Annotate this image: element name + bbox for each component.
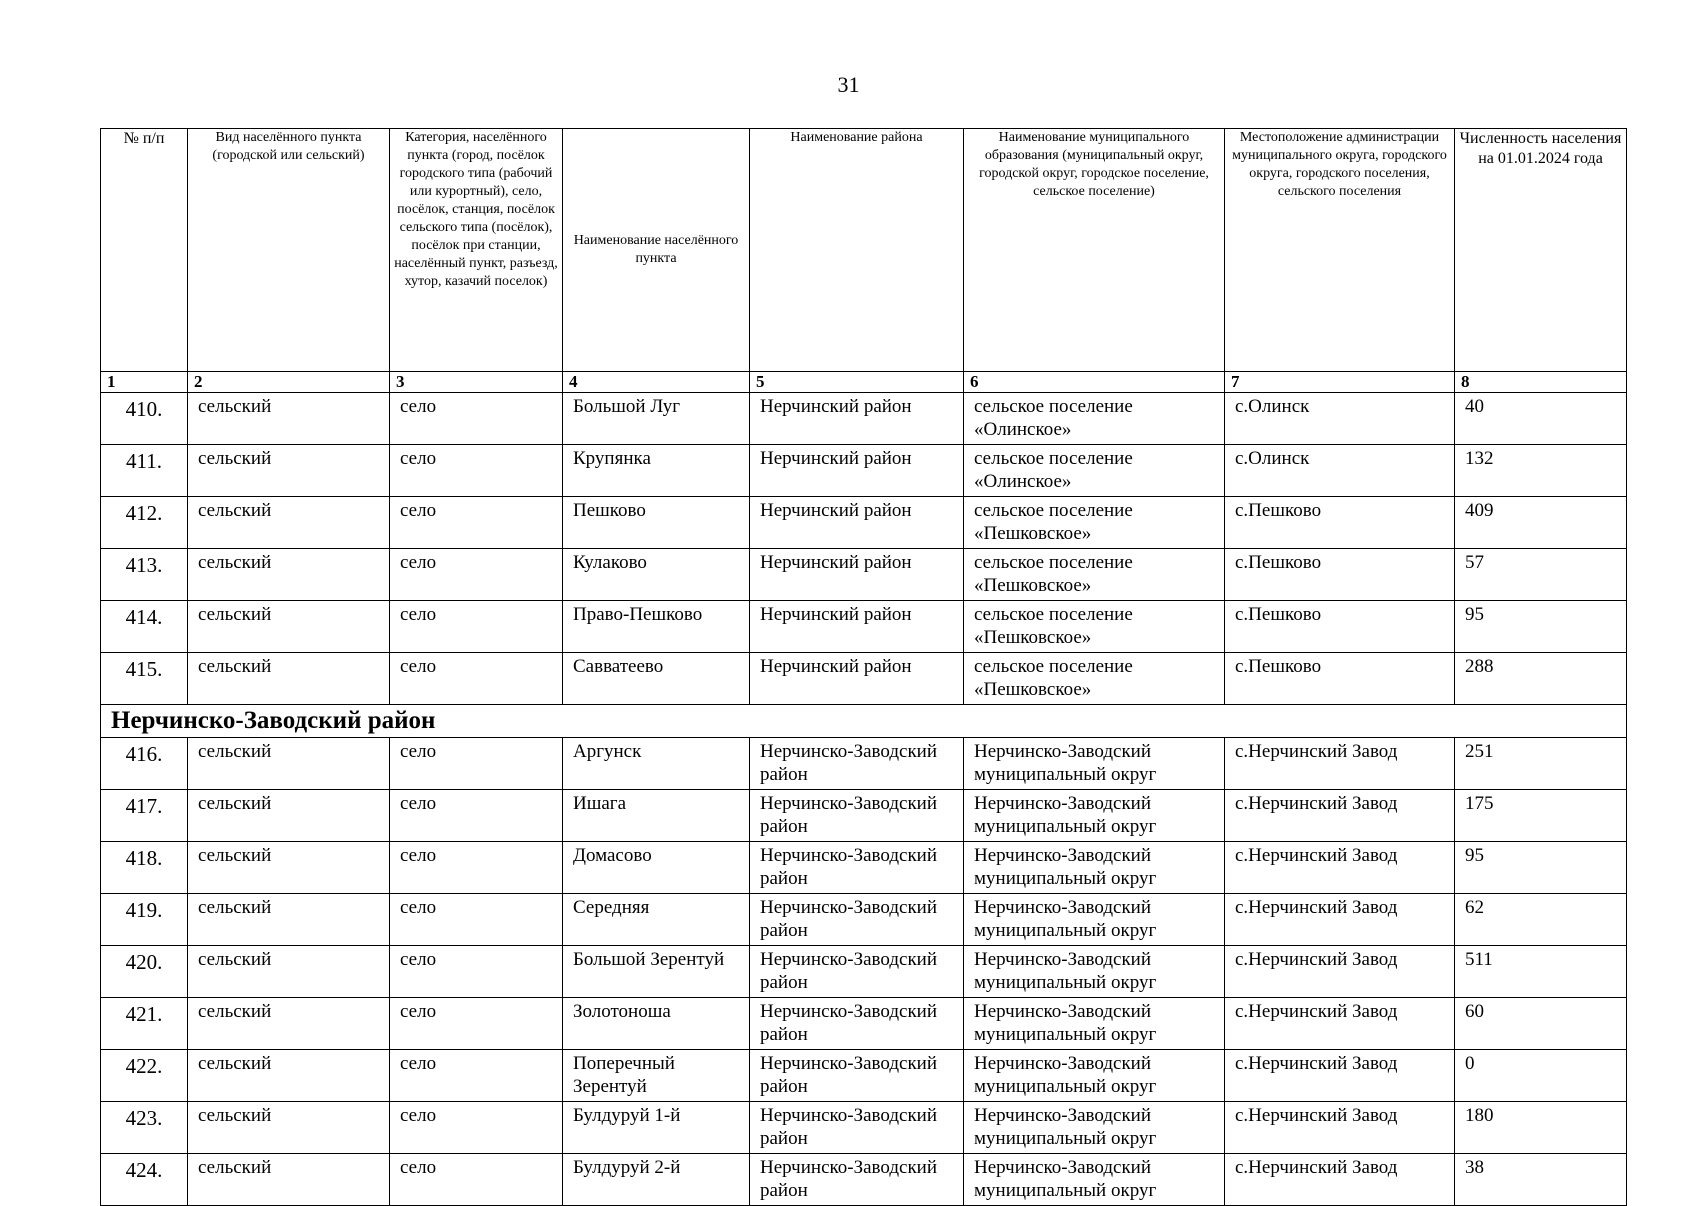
- row-number: 422.: [101, 1050, 188, 1102]
- settlement-category: село: [390, 549, 563, 601]
- district-name: Нерчинско-Заводский район: [750, 790, 964, 842]
- population-value: 175: [1455, 790, 1627, 842]
- population-value: 40: [1455, 393, 1627, 445]
- row-number: 419.: [101, 894, 188, 946]
- column-number: 5: [750, 372, 964, 393]
- table-row: [101, 1050, 1627, 1102]
- settlement-type: сельский: [188, 1050, 390, 1102]
- administration-location: с.Нерчинский Завод: [1225, 998, 1455, 1050]
- table-row: [101, 842, 1627, 894]
- population-value: 62: [1455, 894, 1627, 946]
- row-number: 413.: [101, 549, 188, 601]
- population-value: 95: [1455, 601, 1627, 653]
- settlement-name: Кулаково: [563, 549, 750, 601]
- settlement-type: сельский: [188, 946, 390, 998]
- settlement-type: сельский: [188, 1102, 390, 1154]
- settlement-name: Большой Зерентуй: [563, 946, 750, 998]
- municipality-name: сельское поселение «Пешковское»: [964, 549, 1225, 601]
- settlement-name: Большой Луг: [563, 393, 750, 445]
- district-name: Нерчинско-Заводский район: [750, 842, 964, 894]
- row-number: 420.: [101, 946, 188, 998]
- population-value: 57: [1455, 549, 1627, 601]
- municipality-name: сельское поселение «Пешковское»: [964, 497, 1225, 549]
- population-value: 132: [1455, 445, 1627, 497]
- municipality-name: Нерчинско-Заводский муниципальный округ: [964, 790, 1225, 842]
- settlement-name: Савватеево: [563, 653, 750, 705]
- administration-location: с.Пешково: [1225, 497, 1455, 549]
- district-name: Нерчинский район: [750, 445, 964, 497]
- district-name: Нерчинско-Заводский район: [750, 946, 964, 998]
- column-number: 4: [563, 372, 750, 393]
- district-name: Нерчинский район: [750, 393, 964, 445]
- settlement-category: село: [390, 738, 563, 790]
- population-value: 180: [1455, 1102, 1627, 1154]
- row-number: 418.: [101, 842, 188, 894]
- district-name: Нерчинско-Заводский район: [750, 998, 964, 1050]
- administration-location: с.Нерчинский Завод: [1225, 946, 1455, 998]
- row-number: 411.: [101, 445, 188, 497]
- row-number: 424.: [101, 1154, 188, 1206]
- header-number: № п/п: [101, 129, 188, 372]
- header-population: Численность населения на 01.01.2024 года: [1455, 129, 1627, 372]
- municipality-name: Нерчинско-Заводский муниципальный округ: [964, 738, 1225, 790]
- municipality-name: сельское поселение «Олинское»: [964, 445, 1225, 497]
- table-row: [101, 445, 1627, 497]
- district-name: Нерчинско-Заводский район: [750, 738, 964, 790]
- population-value: 0: [1455, 1050, 1627, 1102]
- table-row: [101, 1154, 1627, 1206]
- district-name: Нерчинско-Заводский район: [750, 894, 964, 946]
- administration-location: с.Нерчинский Завод: [1225, 842, 1455, 894]
- municipality-name: Нерчинско-Заводский муниципальный округ: [964, 1154, 1225, 1206]
- column-number: 2: [188, 372, 390, 393]
- municipality-name: сельское поселение «Пешковское»: [964, 653, 1225, 705]
- administration-location: с.Нерчинский Завод: [1225, 1154, 1455, 1206]
- settlement-name: Пешково: [563, 497, 750, 549]
- settlement-name: Булдуруй 2-й: [563, 1154, 750, 1206]
- column-number-row: [101, 372, 1627, 393]
- settlement-type: сельский: [188, 549, 390, 601]
- population-value: 409: [1455, 497, 1627, 549]
- table-row: [101, 946, 1627, 998]
- population-value: 95: [1455, 842, 1627, 894]
- municipality-name: Нерчинско-Заводский муниципальный округ: [964, 1102, 1225, 1154]
- column-number: 3: [390, 372, 563, 393]
- administration-location: с.Нерчинский Завод: [1225, 1050, 1455, 1102]
- header-municipality: Наименование муниципального образования (муниципальный округ, городской округ, городское поселение, сельское поселение): [964, 129, 1225, 372]
- header-settlement-name: Наименование населённого пункта: [563, 129, 750, 372]
- population-value: 60: [1455, 998, 1627, 1050]
- table-body-group-2: [101, 738, 1627, 1206]
- header-category: Категория, населённого пункта (город, посёлок городского типа (рабочий или курортный), село, посёлок, станция, посёлок сельского типа (посёлок), посёлок при станции, населённый пункт, разъезд, хутор, казачий поселок): [390, 129, 563, 372]
- population-value: 511: [1455, 946, 1627, 998]
- settlement-type: сельский: [188, 653, 390, 705]
- settlement-name: Булдуруй 1-й: [563, 1102, 750, 1154]
- table-body-group-1: [101, 393, 1627, 705]
- settlement-type: сельский: [188, 738, 390, 790]
- administration-location: с.Нерчинский Завод: [1225, 790, 1455, 842]
- table-row: [101, 497, 1627, 549]
- column-number: 1: [101, 372, 188, 393]
- settlement-category: село: [390, 1154, 563, 1206]
- municipality-name: Нерчинско-Заводский муниципальный округ: [964, 998, 1225, 1050]
- district-name: Нерчинско-Заводский район: [750, 1102, 964, 1154]
- settlement-name: Крупянка: [563, 445, 750, 497]
- settlement-name: Аргунск: [563, 738, 750, 790]
- district-name: Нерчинско-Заводский район: [750, 1050, 964, 1102]
- table-row: [101, 549, 1627, 601]
- settlement-category: село: [390, 998, 563, 1050]
- settlement-category: село: [390, 790, 563, 842]
- district-name: Нерчинский район: [750, 549, 964, 601]
- administration-location: с.Олинск: [1225, 445, 1455, 497]
- settlement-type: сельский: [188, 393, 390, 445]
- settlement-category: село: [390, 1102, 563, 1154]
- settlement-name: Поперечный Зерентуй: [563, 1050, 750, 1102]
- municipality-name: сельское поселение «Пешковское»: [964, 601, 1225, 653]
- administration-location: с.Нерчинский Завод: [1225, 1102, 1455, 1154]
- population-value: 38: [1455, 1154, 1627, 1206]
- table-row: [101, 601, 1627, 653]
- page-number: 31: [837, 72, 860, 97]
- settlement-type: сельский: [188, 894, 390, 946]
- column-number: 7: [1225, 372, 1455, 393]
- header-settlement-type: Вид населённого пункта (городской или сельский): [188, 129, 390, 372]
- row-number: 415.: [101, 653, 188, 705]
- settlement-name: Право-Пешково: [563, 601, 750, 653]
- district-name: Нерчинский район: [750, 497, 964, 549]
- administration-location: с.Олинск: [1225, 393, 1455, 445]
- settlement-type: сельский: [188, 601, 390, 653]
- settlement-name: Золотоноша: [563, 998, 750, 1050]
- section-row: [101, 705, 1627, 738]
- header-administration: Местоположение администрации муниципального округа, городского округа, городского поселения, сельского поселения: [1225, 129, 1455, 372]
- settlement-category: село: [390, 842, 563, 894]
- district-name: Нерчинский район: [750, 601, 964, 653]
- municipality-name: Нерчинско-Заводский муниципальный округ: [964, 1050, 1225, 1102]
- population-value: 251: [1455, 738, 1627, 790]
- header-district: Наименование района: [750, 129, 964, 372]
- section-title: Нерчинско-Заводский район: [101, 705, 1627, 738]
- table-row: [101, 653, 1627, 705]
- settlement-name: Середняя: [563, 894, 750, 946]
- column-number: 6: [964, 372, 1225, 393]
- row-number: 410.: [101, 393, 188, 445]
- municipality-name: Нерчинско-Заводский муниципальный округ: [964, 894, 1225, 946]
- settlement-category: село: [390, 445, 563, 497]
- settlement-category: село: [390, 653, 563, 705]
- settlement-name: Домасово: [563, 842, 750, 894]
- settlement-type: сельский: [188, 842, 390, 894]
- district-name: Нерчинско-Заводский район: [750, 1154, 964, 1206]
- settlement-type: сельский: [188, 790, 390, 842]
- settlement-category: село: [390, 1050, 563, 1102]
- settlements-table: [100, 128, 1627, 1206]
- table-row: [101, 998, 1627, 1050]
- settlement-type: сельский: [188, 445, 390, 497]
- row-number: 414.: [101, 601, 188, 653]
- table-row: [101, 738, 1627, 790]
- administration-location: с.Нерчинский Завод: [1225, 894, 1455, 946]
- administration-location: с.Пешково: [1225, 653, 1455, 705]
- table-header-row: [101, 129, 1627, 372]
- administration-location: с.Пешково: [1225, 601, 1455, 653]
- municipality-name: сельское поселение «Олинское»: [964, 393, 1225, 445]
- administration-location: с.Нерчинский Завод: [1225, 738, 1455, 790]
- table-row: [101, 1102, 1627, 1154]
- row-number: 423.: [101, 1102, 188, 1154]
- municipality-name: Нерчинско-Заводский муниципальный округ: [964, 842, 1225, 894]
- table-row: [101, 894, 1627, 946]
- settlement-name: Ишага: [563, 790, 750, 842]
- row-number: 417.: [101, 790, 188, 842]
- table-row: [101, 393, 1627, 445]
- settlement-type: сельский: [188, 497, 390, 549]
- table-row: [101, 790, 1627, 842]
- row-number: 416.: [101, 738, 188, 790]
- settlement-category: село: [390, 946, 563, 998]
- section-body: [101, 705, 1627, 738]
- administration-location: с.Пешково: [1225, 549, 1455, 601]
- settlement-category: село: [390, 497, 563, 549]
- settlement-type: сельский: [188, 998, 390, 1050]
- settlement-category: село: [390, 393, 563, 445]
- settlement-type: сельский: [188, 1154, 390, 1206]
- row-number: 412.: [101, 497, 188, 549]
- row-number: 421.: [101, 998, 188, 1050]
- population-value: 288: [1455, 653, 1627, 705]
- district-name: Нерчинский район: [750, 653, 964, 705]
- column-number: 8: [1455, 372, 1627, 393]
- settlement-category: село: [390, 894, 563, 946]
- settlement-category: село: [390, 601, 563, 653]
- municipality-name: Нерчинско-Заводский муниципальный округ: [964, 946, 1225, 998]
